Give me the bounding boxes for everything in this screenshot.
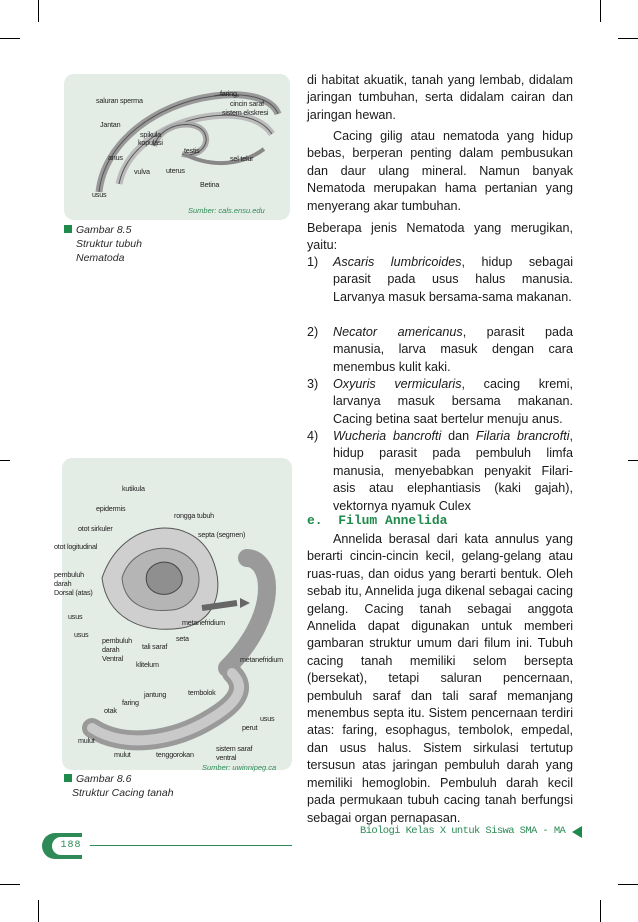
label-usus-c: usus [260, 714, 275, 723]
figure1-caption-line2: Nematoda [76, 252, 125, 264]
crop-mark [0, 460, 10, 461]
caption-marker-icon [64, 225, 72, 233]
label-perut: perut [242, 723, 258, 732]
list-item [307, 376, 573, 428]
label-usus-b: usus [74, 630, 89, 639]
species-name: Necator americanus [333, 325, 463, 339]
crop-mark [38, 0, 39, 22]
page-number: 188 [52, 837, 90, 855]
label-anus: anus [108, 153, 123, 162]
list-text: , parasit pada manusia, larva masuk dengan cara menembus kulit kaki. [333, 325, 573, 374]
label-seta: seta [176, 634, 189, 643]
label-kopulasi: kopulasi [138, 138, 163, 147]
list-item [307, 428, 573, 516]
label-otot-longitudinal: otot logitudinal [54, 542, 98, 551]
list-item [307, 254, 573, 324]
label-faring: faring [220, 89, 237, 98]
footer-arrow-icon [572, 826, 582, 838]
section-heading [307, 512, 447, 529]
figure-cacing-tanah [54, 458, 292, 772]
page-number-badge [42, 833, 82, 859]
list-number: 2) [307, 325, 319, 339]
label-sistem-saraf-2: ventral [216, 753, 237, 762]
figure1-source: Sumber: cals.ensu.edu [188, 206, 265, 215]
label-rongga-tubuh: rongga tubuh [174, 511, 214, 520]
list-text: , cacing kremi, larvanya masuk bersama makanan. Cacing betina saat bertelur menuju anus. [333, 377, 574, 426]
text-column [307, 72, 574, 825]
label-pembuluh-ventral-3: Ventral [102, 654, 123, 663]
caption-marker-icon [64, 774, 72, 782]
crop-mark [600, 0, 601, 22]
list-text: , hidup parasit pada pembuluh limfa manusia, menyebabkan penyakit Filari-asis atau elephantiasis (kaki gajah), vektornya nyamuk Culex [333, 429, 573, 513]
label-mulut-a: mulut [78, 736, 95, 745]
crop-mark [628, 460, 638, 461]
label-saluran-sperma: saluran sperma [96, 96, 143, 105]
label-spikula: spikula [140, 130, 161, 139]
label-jantung: jantung [144, 690, 167, 699]
label-betina: Betina [200, 180, 220, 189]
label-septa: septa (segmen) [198, 530, 246, 539]
figure2-source: Sumber: uwinnipeg.ca [202, 763, 277, 772]
label-otot-sirkuler: otot sirkuler [78, 524, 113, 533]
list-text: , hidup sebagai parasit pada usus halus manusia. Larvanya masuk bersama-sama makanan. [333, 255, 573, 304]
label-uterus: uterus [166, 166, 185, 175]
label-faring-2: faring [122, 698, 139, 707]
species-name: Ascaris lumbricoides [333, 255, 462, 269]
label-pembuluh-dorsal-1: pembuluh [54, 570, 84, 579]
label-pembuluh-dorsal-2: darah [54, 579, 72, 588]
footer-book-title: Biologi Kelas X untuk Siswa SMA - MA [360, 825, 566, 837]
label-usus-a: usus [68, 612, 83, 621]
label-sistem-saraf-1: sistem saraf [216, 744, 253, 753]
footer-rule [82, 845, 292, 846]
label-pembuluh-ventral-2: darah [102, 645, 120, 654]
label-sel-telur: sel telur [230, 154, 254, 163]
species-name: Wucheria bancrofti [333, 429, 442, 443]
crop-mark [38, 900, 39, 922]
label-klitelum: klitelum [136, 660, 159, 669]
figure2-caption-line1: Struktur Cacing tanah [72, 787, 174, 799]
paragraph-annelida: Annelida berasal dari kata annulus yang berarti cincin-cincin kecil, gelang-gelang atau ruas-ruas, dan oidus yang berarti bentuk. Oleh sebab itu, Annelida juga dikenal sebagai cacing gelang. Cacing tanah sebagai anggota Annelida dapat digunakan untuk memberi gambaran struktur umum dari filum ini. Tubuh cacing tanah memiliki selom bersepta (bersekat), tetapi saluran pencernaan, pembuluh saraf dan tali saraf memanjang menembus septa itu. Sistem pencernaan terdiri atas: faring, esophagus, tembolok, empedal, dan usus halus. Sistem sirkulasi tertutup tersusun atas jaringan pembuluh darah yang memiliki hemoglobin. Pembuluh darah kecil pada permukaan tubuh cacing tanah berfungsi sebagai organ pernapasan. [307, 532, 573, 825]
crop-mark [618, 38, 638, 39]
figure1-caption [64, 223, 142, 265]
crop-mark [0, 38, 20, 39]
list-number: 4) [307, 429, 319, 443]
label-tembolok: tembolok [188, 688, 216, 697]
figure1-caption-line1: Struktur tubuh [76, 238, 142, 250]
label-metanefridium-b: metanefridium [240, 655, 283, 664]
label-tali-saraf: tali saraf [142, 642, 168, 651]
figure-nematoda [64, 74, 290, 220]
figure2-caption-title: Gambar 8.6 [76, 773, 132, 785]
figure2-caption [64, 772, 174, 800]
figure1-caption-title: Gambar 8.5 [76, 224, 132, 236]
list-number: 3) [307, 377, 319, 391]
label-usus: usus [92, 190, 107, 199]
label-pembuluh-ventral-1: pembuluh [102, 636, 132, 645]
label-jantan: Jantan [100, 120, 121, 129]
label-pembuluh-dorsal-3: Dorsal (atas) [54, 588, 93, 597]
species-name: Oxyuris vermicularis [333, 377, 462, 391]
label-kutikula: kutikula [122, 484, 145, 493]
paragraph-nematoda-bebas: Cacing gilig atau nematoda yang hidup bebas, berperan penting dalam pembusukan dan daur ulang mineral. Namun banyak Nematoda merupakan hama pertanian yang menyerang akar tumbuhan. [307, 129, 573, 213]
label-tenggorokan: tenggorokan [156, 750, 194, 759]
section-letter: e. [307, 513, 323, 528]
label-mulut-b: mulut [114, 750, 131, 759]
species-name: Filaria brancrofti [475, 429, 570, 443]
crop-mark [618, 884, 638, 885]
paragraph-jenis-nematoda: Beberapa jenis Nematoda yang merugikan, yaitu: [307, 221, 573, 253]
label-cincin-saraf: cincin saraf [230, 99, 264, 108]
label-testis: testis [184, 146, 200, 155]
section-title: Filum Annelida [338, 513, 448, 528]
list-item [307, 324, 573, 376]
label-sistem-ekskresi: sistem ekskresi [222, 108, 269, 117]
label-metanefridium-a: metanefridium [182, 618, 225, 627]
label-vulva: vulva [134, 167, 150, 176]
paragraph-habitat: di habitat akuatik, tanah yang lembab, didalam jaringan tumbuhan, serta didalam cairan dan jaringan hewan. [307, 73, 573, 122]
label-otak: otak [104, 706, 117, 715]
list-text: dan [441, 429, 476, 443]
list-number: 1) [307, 255, 319, 269]
crop-mark [600, 900, 601, 922]
label-epidermis: epidermis [96, 504, 126, 513]
crop-mark [0, 884, 20, 885]
